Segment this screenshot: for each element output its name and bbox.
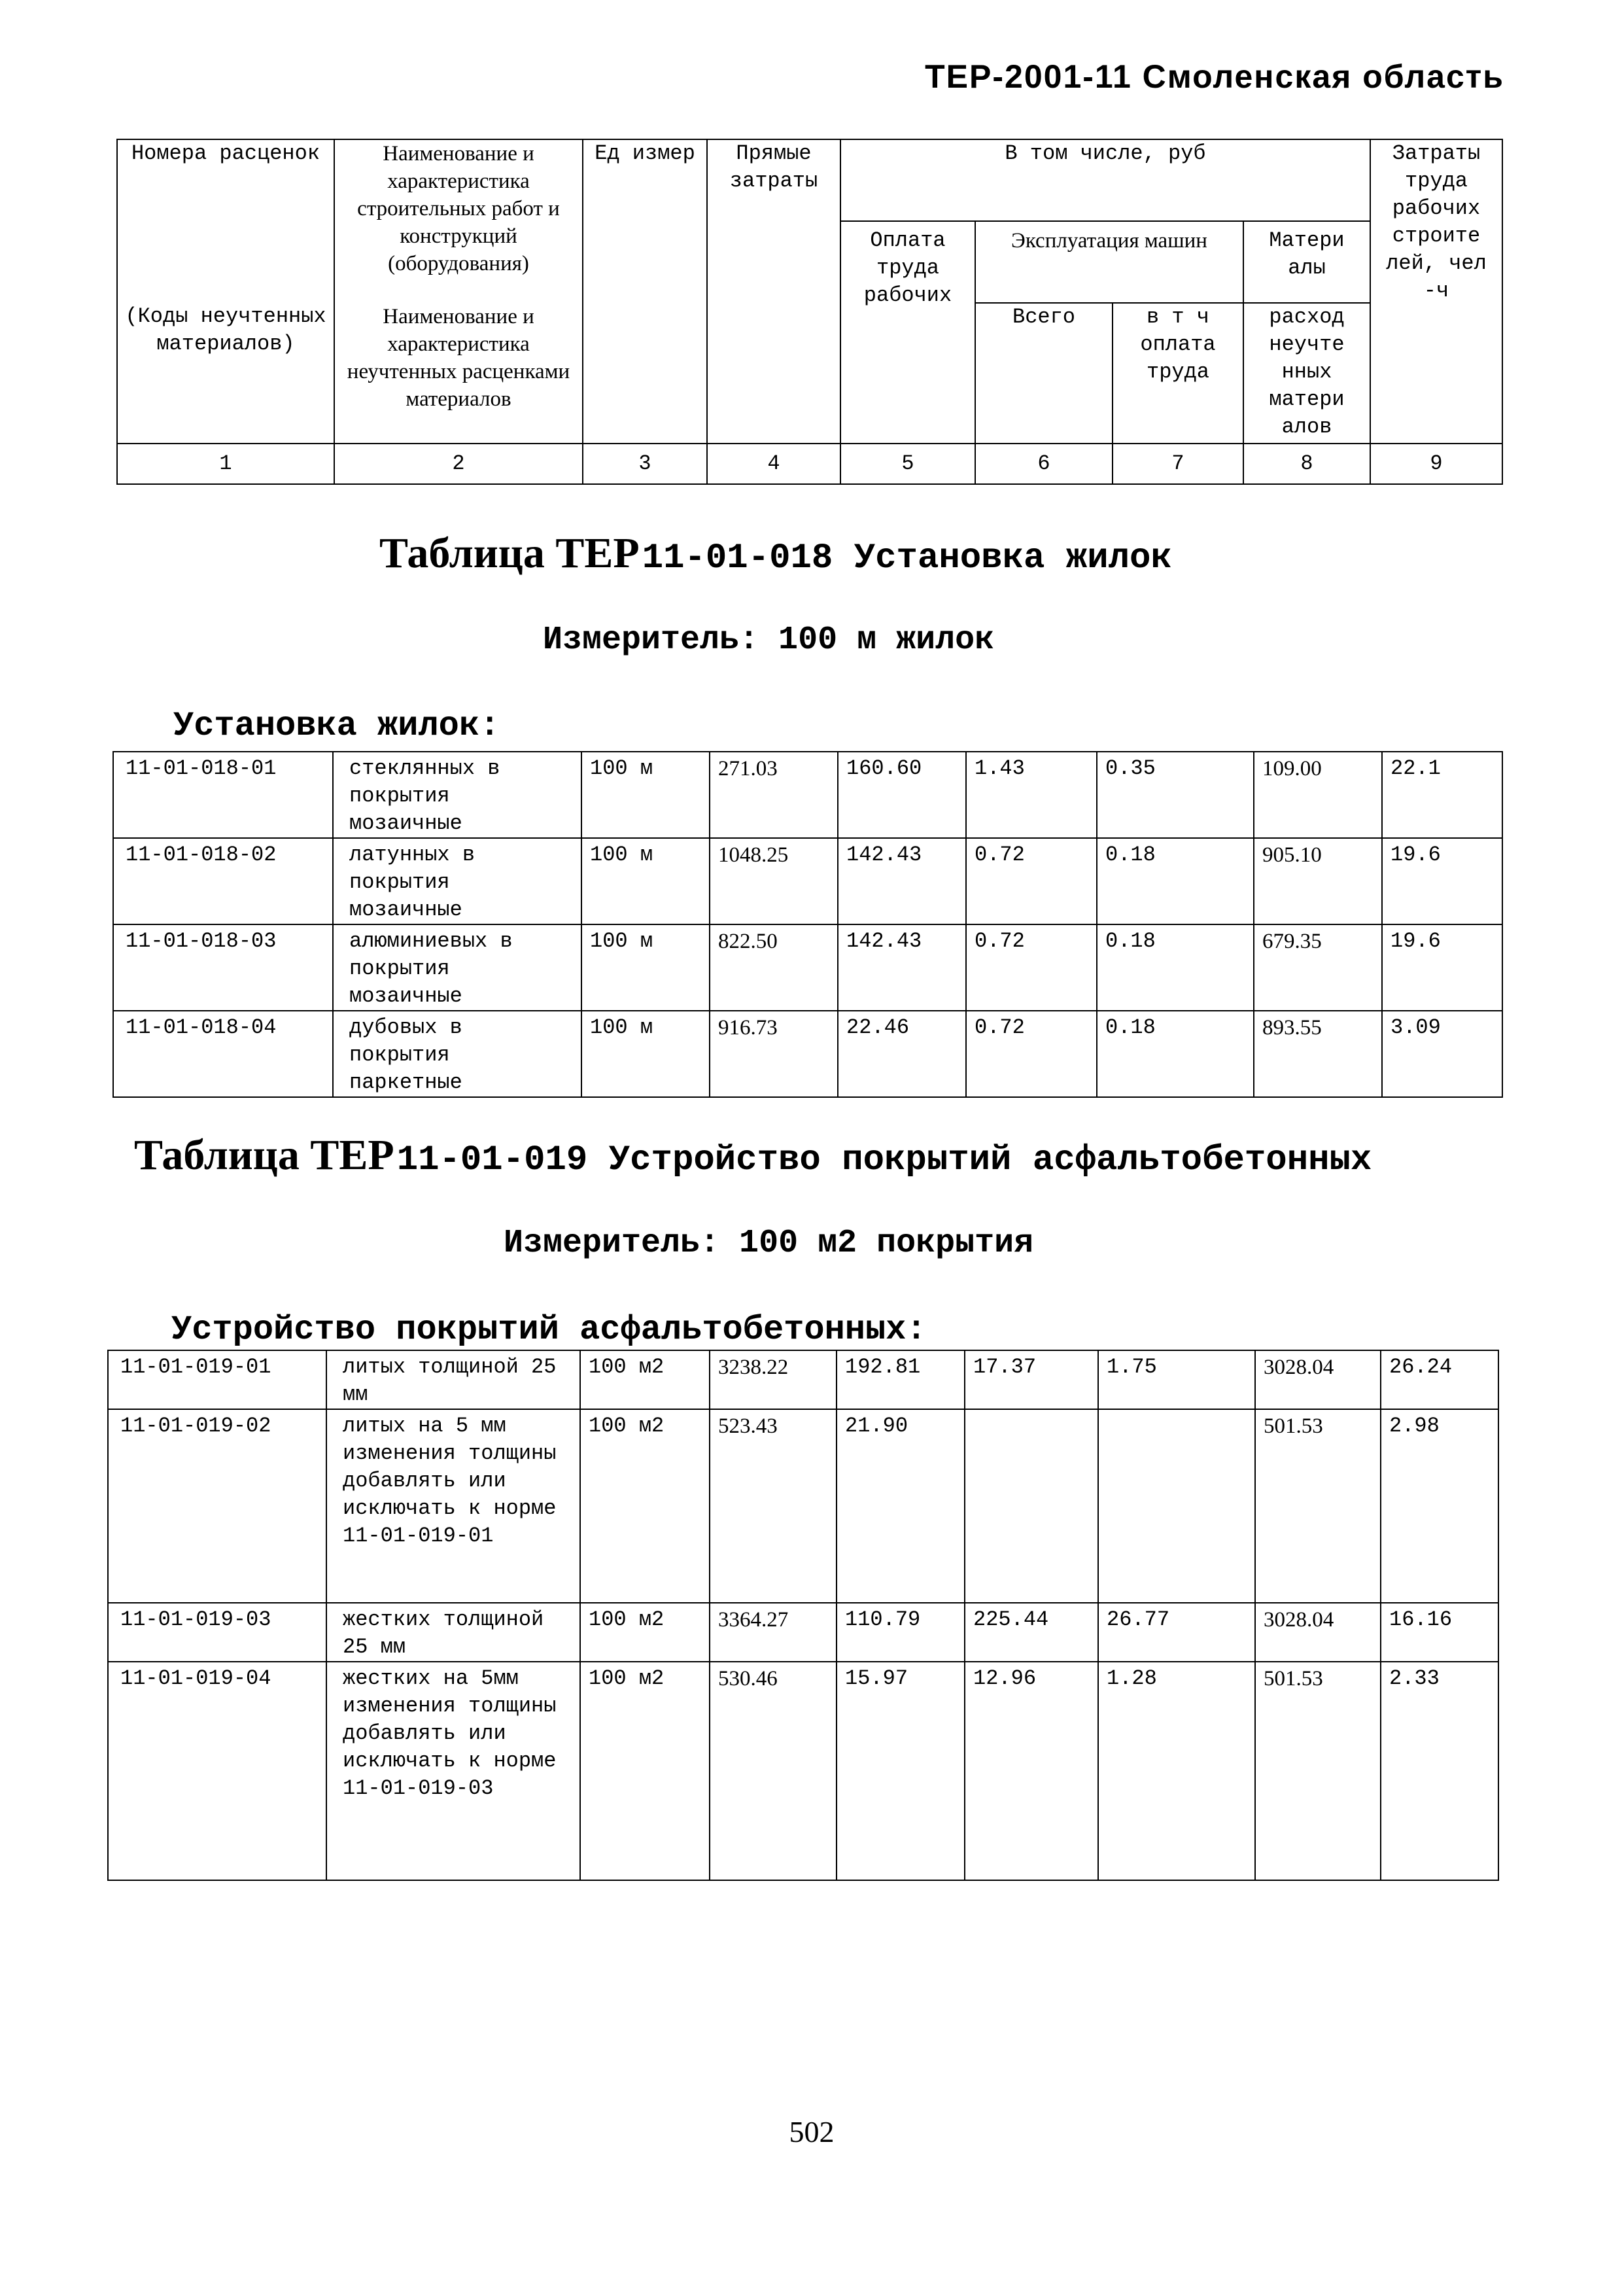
header-unaccounted-name: Наименование и характеристика неучтенных расценками материалов	[334, 303, 583, 444]
machines-labor: 1.28	[1098, 1662, 1255, 1880]
labor-pay: 160.60	[838, 752, 966, 838]
work-name: стеклянных в покрытия мозаичные	[333, 752, 581, 838]
materials: 109.00	[1254, 752, 1382, 838]
header-unaccounted-consumption: расход неучте нных матери алов	[1243, 303, 1370, 444]
labor-hours: 3.09	[1382, 1011, 1502, 1097]
header-number-row	[117, 444, 1502, 484]
unit: 100 м	[581, 752, 710, 838]
column-header-table	[116, 139, 1503, 485]
work-name: литых на 5 мм изменения толщины добавлять или исключать к норме 11-01-019-01	[326, 1409, 580, 1603]
rate-code: 11-01-018-02	[113, 838, 333, 924]
unit: 100 м	[581, 838, 710, 924]
table2-title-rest: 11-01-019 Устройство покрытий асфальтобетонных	[396, 1140, 1372, 1180]
table2-title	[134, 1130, 1372, 1180]
work-name: жестких на 5мм изменения толщины добавлять или исключать к норме 11-01-019-03	[326, 1662, 580, 1880]
table2-measure: Измеритель: 100 м2 покрытия	[504, 1225, 1034, 1262]
unit: 100 м	[581, 1011, 710, 1097]
table-row	[108, 1662, 1498, 1880]
table-row	[108, 1603, 1498, 1662]
running-header: ТЕР-2001-11 Смоленская область	[925, 58, 1504, 95]
rate-code: 11-01-018-04	[113, 1011, 333, 1097]
table1-data	[112, 751, 1503, 1098]
labor-pay: 142.43	[838, 924, 966, 1011]
table1-title-rest: 11-01-018 Установка жилок	[642, 538, 1172, 578]
work-name: алюминиевых в покрытия мозаичные	[333, 924, 581, 1011]
labor-hours: 2.33	[1381, 1662, 1498, 1880]
labor-hours: 2.98	[1381, 1409, 1498, 1603]
header-unit: Ед измер	[583, 139, 707, 444]
col-number: 6	[975, 444, 1113, 484]
rate-code: 11-01-019-01	[108, 1350, 326, 1409]
labor-pay: 192.81	[837, 1350, 965, 1409]
work-name: жестких толщиной 25 мм	[326, 1603, 580, 1662]
col-number: 1	[117, 444, 334, 484]
machines-labor: 1.75	[1098, 1350, 1255, 1409]
labor-pay: 22.46	[838, 1011, 966, 1097]
direct-costs: 3238.22	[710, 1350, 837, 1409]
table2-data	[107, 1350, 1499, 1881]
machines-labor: 0.35	[1097, 752, 1254, 838]
col-number: 4	[707, 444, 840, 484]
header-worker-pay: Оплата труда рабочих	[840, 221, 975, 444]
rate-code: 11-01-018-03	[113, 924, 333, 1011]
header-direct-costs: Прямые затраты	[707, 139, 840, 444]
table-row	[108, 1350, 1498, 1409]
header-machines-total: Всего	[975, 303, 1113, 444]
col-number: 7	[1113, 444, 1243, 484]
header-including-group: В том числе, руб	[840, 139, 1370, 221]
unit: 100 м2	[580, 1662, 710, 1880]
direct-costs: 822.50	[710, 924, 838, 1011]
header-labor-hours: Затраты труда рабочих строите лей, чел -ч	[1370, 139, 1502, 444]
table-row	[113, 838, 1502, 924]
table1-title	[379, 529, 1172, 578]
rate-code: 11-01-019-04	[108, 1662, 326, 1880]
header-rate-numbers: Номера расценок	[117, 139, 334, 303]
header-unaccounted-codes: (Коды неучтенных материалов)	[117, 303, 334, 444]
labor-hours: 16.16	[1381, 1603, 1498, 1662]
table-row	[113, 1011, 1502, 1097]
direct-costs: 1048.25	[710, 838, 838, 924]
machines-total: 0.72	[966, 924, 1097, 1011]
labor-pay: 142.43	[838, 838, 966, 924]
labor-hours: 22.1	[1382, 752, 1502, 838]
machines-total: 225.44	[965, 1603, 1098, 1662]
table-row	[113, 752, 1502, 838]
unit: 100 м2	[580, 1350, 710, 1409]
col-number: 9	[1370, 444, 1502, 484]
machines-total: 0.72	[966, 838, 1097, 924]
table2-section-heading: Устройство покрытий асфальтобетонных:	[171, 1310, 927, 1349]
col-number: 2	[334, 444, 583, 484]
machines-labor	[1098, 1409, 1255, 1603]
table-row	[113, 924, 1502, 1011]
materials: 3028.04	[1255, 1603, 1381, 1662]
unit: 100 м2	[580, 1603, 710, 1662]
labor-hours: 19.6	[1382, 924, 1502, 1011]
col-number: 5	[840, 444, 975, 484]
unit: 100 м	[581, 924, 710, 1011]
machines-total: 1.43	[966, 752, 1097, 838]
materials: 679.35	[1254, 924, 1382, 1011]
table1-title-prefix: Таблица ТЕР	[379, 529, 640, 577]
machines-labor: 0.18	[1097, 838, 1254, 924]
rate-code: 11-01-019-03	[108, 1603, 326, 1662]
page-number: 502	[789, 2115, 835, 2148]
table1-measure: Измеритель: 100 м жилок	[543, 622, 995, 659]
materials: 3028.04	[1255, 1350, 1381, 1409]
direct-costs: 916.73	[710, 1011, 838, 1097]
materials: 501.53	[1255, 1409, 1381, 1603]
machines-labor: 0.18	[1097, 924, 1254, 1011]
rate-code: 11-01-018-01	[113, 752, 333, 838]
labor-hours: 19.6	[1382, 838, 1502, 924]
col-number: 8	[1243, 444, 1370, 484]
header-machine-operation: Эксплуатация машин	[975, 221, 1243, 303]
direct-costs: 530.46	[710, 1662, 837, 1880]
machines-total	[965, 1409, 1098, 1603]
machines-total: 0.72	[966, 1011, 1097, 1097]
direct-costs: 271.03	[710, 752, 838, 838]
direct-costs: 523.43	[710, 1409, 837, 1603]
col-number: 3	[583, 444, 707, 484]
machines-total: 17.37	[965, 1350, 1098, 1409]
materials: 893.55	[1254, 1011, 1382, 1097]
machines-labor: 26.77	[1098, 1603, 1255, 1662]
direct-costs: 3364.27	[710, 1603, 837, 1662]
unit: 100 м2	[580, 1409, 710, 1603]
header-machines-labor: в т ч оплата труда	[1113, 303, 1243, 444]
labor-pay: 21.90	[837, 1409, 965, 1603]
table-row	[108, 1409, 1498, 1603]
labor-hours: 26.24	[1381, 1350, 1498, 1409]
materials: 501.53	[1255, 1662, 1381, 1880]
header-materials: Матери алы	[1243, 221, 1370, 303]
labor-pay: 110.79	[837, 1603, 965, 1662]
rate-code: 11-01-019-02	[108, 1409, 326, 1603]
table2-title-prefix: Таблица ТЕР	[134, 1131, 394, 1179]
machines-labor: 0.18	[1097, 1011, 1254, 1097]
work-name: литых толщиной 25 мм	[326, 1350, 580, 1409]
labor-pay: 15.97	[837, 1662, 965, 1880]
materials: 905.10	[1254, 838, 1382, 924]
machines-total: 12.96	[965, 1662, 1098, 1880]
table1-section-heading: Установка жилок:	[173, 707, 500, 745]
header-work-name: Наименование и характеристика строительных работ и конструкций (оборудования)	[334, 139, 583, 303]
work-name: дубовых в покрытия паркетные	[333, 1011, 581, 1097]
work-name: латунных в покрытия мозаичные	[333, 838, 581, 924]
